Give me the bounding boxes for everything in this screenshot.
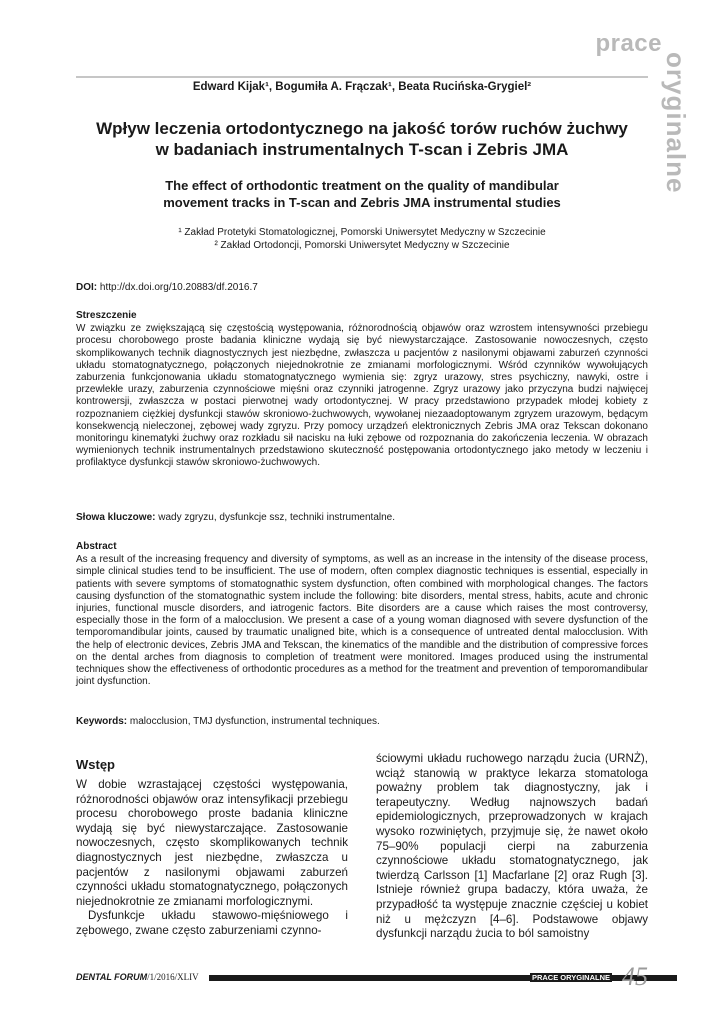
abstract-heading: Abstract [76,541,117,552]
column-right [376,752,648,942]
footer-section-label [76,973,612,982]
streszczenie-section [76,310,648,470]
title-polish [76,118,648,160]
slowa-kluczowe-label: Słowa kluczowe: [76,512,156,523]
authors: Edward Kijak¹, Bogumiła A. Frączak¹, Beata Rucińska-Grygiel² [76,76,648,95]
slowa-kluczowe [76,512,648,524]
page-footer [76,962,648,992]
keywords [76,716,648,728]
keywords-label: Keywords: [76,716,128,727]
section-label-prace: prace [595,30,662,57]
slowa-kluczowe-text: wady zgryzu, dysfunkcje ssz, techniki instrumentalne. [158,512,396,523]
doi-label: DOI: [76,282,98,293]
footer-journal-name: DENTAL FORUM [76,972,148,982]
affiliations [76,226,648,252]
column-left [76,757,348,939]
abstract-section [76,541,648,688]
page-number: 45 [622,962,648,991]
affiliation-2: ² Zakład Ortodoncji, Pomorski Uniwersytet Medyczny w Szczecinie [214,240,510,251]
streszczenie-heading: Streszczenie [76,310,137,321]
column-right-paragraph-1: ściowymi układu ruchowego narządu żucia (URNŻ), wciąż stanowią w praktyce lekarza stomatologa poważny problem tak diagnostyczny, jak i terapeutyczny. Według najnowszych badań epidemiologicznych, przeprowadzonych w krajach wysoko rozwiniętych, przyjmuje się, że nawet około 75–90% populacji cierpi na zaburzenia czynnościowe układu stomatognatycznego, jak twierdzą Carlsson [1] Macfarlane [2] oraz Rugh [3]. Istnieje również grupa badaczy, która uważa, że przypadłość ta występuje znacznie częściej u kobiet niż u mężczyzn [4–6]. Podstawowe objawy dysfunkcji narządu żucia to ból samoistny [376,752,648,941]
title-polish-line2: w badaniach instrumentalnych T-scan i Zebris JMA [155,140,569,159]
doi-link[interactable]: http://dx.doi.org/10.20883/df.2016.7 [99,282,258,293]
keywords-text: malocclusion, TMJ dysfunction, instrumental techniques. [129,716,380,727]
doi [76,281,648,294]
section-label-oryginalne: oryginalne [661,52,691,194]
title-polish-line1: Wpływ leczenia ortodontycznego na jakość torów ruchów żuchwy [96,119,628,138]
footer-issue: /1/2016/XLIV [147,972,199,982]
footer-section-text: PRACE ORYGINALNE [531,973,610,982]
title-english-line2: movement tracks in T-scan and Zebris JMA instrumental studies [163,195,561,210]
column-left-paragraph-1: W dobie wzrastającej częstości występowania, różnorodności objawów oraz intensyfikacji przebiegu procesu chorobowego proste badania kliniczne wydają się być niewystarczające. Zastosowanie nowoczesnych, często skomplikowanych technik diagnostycznych jest niezbędne, zwłaszcza u pacjentów z nasilonymi objawami zaburzeń czynności układu stomatognatycznego, połączonych niejednokrotnie ze zmianami morfologicznymi. [76,778,348,908]
abstract-text: As a result of the increasing frequency and diversity of symptoms, as well as an increase in the intensity of the disease process, simple clinical studies tend to be insufficient. The use of modern, often complex diagnostic techniques is essential, especially in patients with severe symptoms of stomatognathic system dysfunction, often combined with morphological changes. The factors causing dysfunction of the stomatognathic system include the following: bite disorders, mental stress, habits, acute and chronic injuries, functional muscle disorders, and iatrogenic factors. Bite disorders are a cause which raises the most controversy, especially those in the form of a malocclusion. We present a case of a young woman diagnosed with severe dysfunction of the temporomandibular joints, caused by traumatic unaligned bite, which is a consequence of untreated dental malocclusion. With the help of electronic devices, Zebris JMA and Tekscan, the kinematics of the mandible and the distribution of compressive forces on the dental arches from diagnosis to completion of treatment were monitored. Images produced using the instrumental techniques show the effectiveness of orthodontic procedures as a method for the treatment and prevention of temporomandibular joint dysfunction. [76,554,648,688]
column-left-paragraph-2: Dysfunkcje układu stawowo-mięśniowego i zębowego, zwane często zaburzeniami czynno- [76,909,348,937]
title-english-line1: The effect of orthodontic treatment on the quality of mandibular [165,178,559,193]
affiliation-1: ¹ Zakład Protetyki Stomatologicznej, Pomorski Uniwersytet Medyczny w Szczecinie [178,227,546,238]
title-english [76,177,648,211]
wstep-heading: Wstęp [76,757,115,772]
streszczenie-text: W związku ze zwiększającą się częstością występowania, różnorodnością objawów oraz wzrostem intensywności przebiegu procesu chorobowego proste badania kliniczne wydają się być niewystarczające. Zastosowanie nowoczesnych, często skomplikowanych technik diagnostycznych jest niezbędne, zwłaszcza u pacjentów z nasilonymi objawami zaburzeń czynności układu stomatognatycznego, połączonych niejednokrotnie ze zmianami morfologicznymi. Wśród czynników wywołujących zaburzenia funkcjonowania układu stomatognatycznego wymienia się: zgryz urazowy, stres psychiczny, nawyki, ostre i przewlekłe urazy, zaburzenia czynnościowe mięśni oraz czynniki jatrogenne. Zgryz urazowy jako przyczyna budzi najwięcej kontrowersji, zwłaszcza w postaci pierwotnej wady ortodontycznej. W pracy przedstawiono przypadek młodej kobiety z rozpoznaniem ciężkiej dysfunkcji stawów skroniowo-żuchwowych, wywołanej niezaadoptowanym zgryzem urazowym, będącym konsekwencją nieleczonej, zębowej wady zgryzu. Przy pomocy urządzeń elektronicznych Zebris JMA oraz Tekscan dokonano monitoringu kinematyki żuchwy oraz rozkładu sił nacisku na łuki zębowe od rozpoznania do zakończenia leczenia. W obrazach wymienionych technik instrumentalnych przedstawiono skuteczność postępowania ortodontycznego jako metody w leczeniu i profilaktyce dysfunkcji stawów skroniowo-żuchwowych. [76,323,648,469]
